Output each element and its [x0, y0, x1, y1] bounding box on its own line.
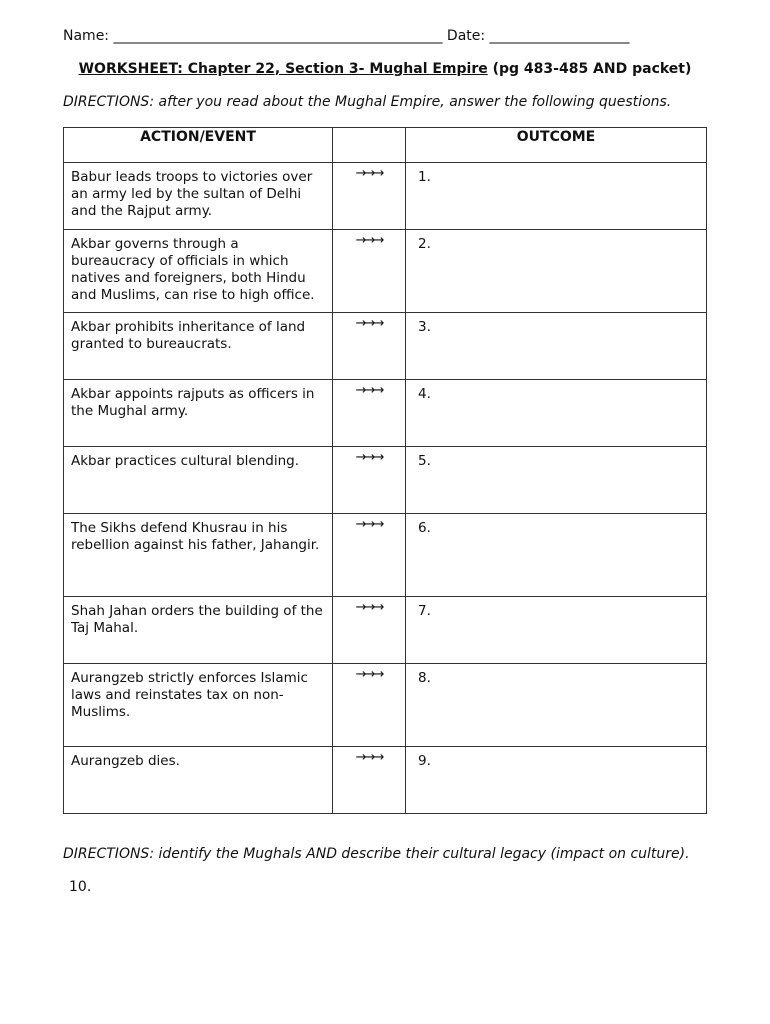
action-cell: Akbar prohibits inheritance of land granted to bureaucrats.: [64, 313, 333, 380]
table-header-row: [64, 128, 707, 163]
arrow-icon: →→→: [333, 597, 406, 664]
arrow-icon: →→→: [333, 380, 406, 447]
action-cell: Aurangzeb strictly enforces Islamic laws and reinstates tax on non-Muslims.: [64, 664, 333, 747]
table-row: [64, 447, 707, 514]
arrow-icon: →→→: [333, 230, 406, 313]
arrow-icon: →→→: [333, 664, 406, 747]
table-row: [64, 313, 707, 380]
arrow-icon: →→→: [333, 313, 406, 380]
arrow-icon: →→→: [333, 514, 406, 597]
directions-second: DIRECTIONS: identify the Mughals AND describe their cultural legacy (impact on culture).: [63, 846, 690, 862]
action-cell: Babur leads troops to victories over an army led by the sultan of Delhi and the Rajput army.: [64, 163, 333, 230]
outcome-answer-cell[interactable]: 9.: [406, 747, 707, 814]
question-10-answer[interactable]: 10.: [69, 879, 92, 895]
outcome-answer-cell[interactable]: 5.: [406, 447, 707, 514]
directions-first: DIRECTIONS: after you read about the Mughal Empire, answer the following questions.: [63, 94, 672, 110]
arrow-icon: →→→: [333, 447, 406, 514]
worksheet-title-main: WORKSHEET: Chapter 22, Section 3- Mughal Empire: [78, 61, 488, 77]
table-row: [64, 664, 707, 747]
worksheet-title-pages: (pg 483-485 AND packet): [487, 61, 692, 77]
outcome-answer-cell[interactable]: 4.: [406, 380, 707, 447]
action-outcome-table: [63, 127, 707, 814]
header-arrow: [333, 128, 406, 163]
table-row: [64, 514, 707, 597]
outcome-answer-cell[interactable]: 7.: [406, 597, 707, 664]
outcome-answer-cell[interactable]: 1.: [406, 163, 707, 230]
action-cell: The Sikhs defend Khusrau in his rebellion against his father, Jahangir.: [64, 514, 333, 597]
action-cell: Akbar appoints rajputs as officers in the Mughal army.: [64, 380, 333, 447]
table-row: [64, 163, 707, 230]
table-row: [64, 747, 707, 814]
outcome-answer-cell[interactable]: 2.: [406, 230, 707, 313]
worksheet-title: [0, 61, 770, 77]
arrow-icon: →→→: [333, 747, 406, 814]
table-row: [64, 380, 707, 447]
outcome-answer-cell[interactable]: 6.: [406, 514, 707, 597]
table-row: [64, 597, 707, 664]
action-cell: Aurangzeb dies.: [64, 747, 333, 814]
outcome-answer-cell[interactable]: 3.: [406, 313, 707, 380]
action-cell: Akbar governs through a bureaucracy of officials in which natives and foreigners, both Hindu and Muslims, can rise to high office.: [64, 230, 333, 313]
action-cell: Shah Jahan orders the building of the Taj Mahal.: [64, 597, 333, 664]
table-row: [64, 230, 707, 313]
header-action-event: ACTION/EVENT: [64, 128, 333, 163]
outcome-answer-cell[interactable]: 8.: [406, 664, 707, 747]
header-outcome: OUTCOME: [406, 128, 707, 163]
arrow-icon: →→→: [333, 163, 406, 230]
action-cell: Akbar practices cultural blending.: [64, 447, 333, 514]
name-date-line[interactable]: Name: _______________________________________________ Date: ____________________: [63, 28, 630, 44]
